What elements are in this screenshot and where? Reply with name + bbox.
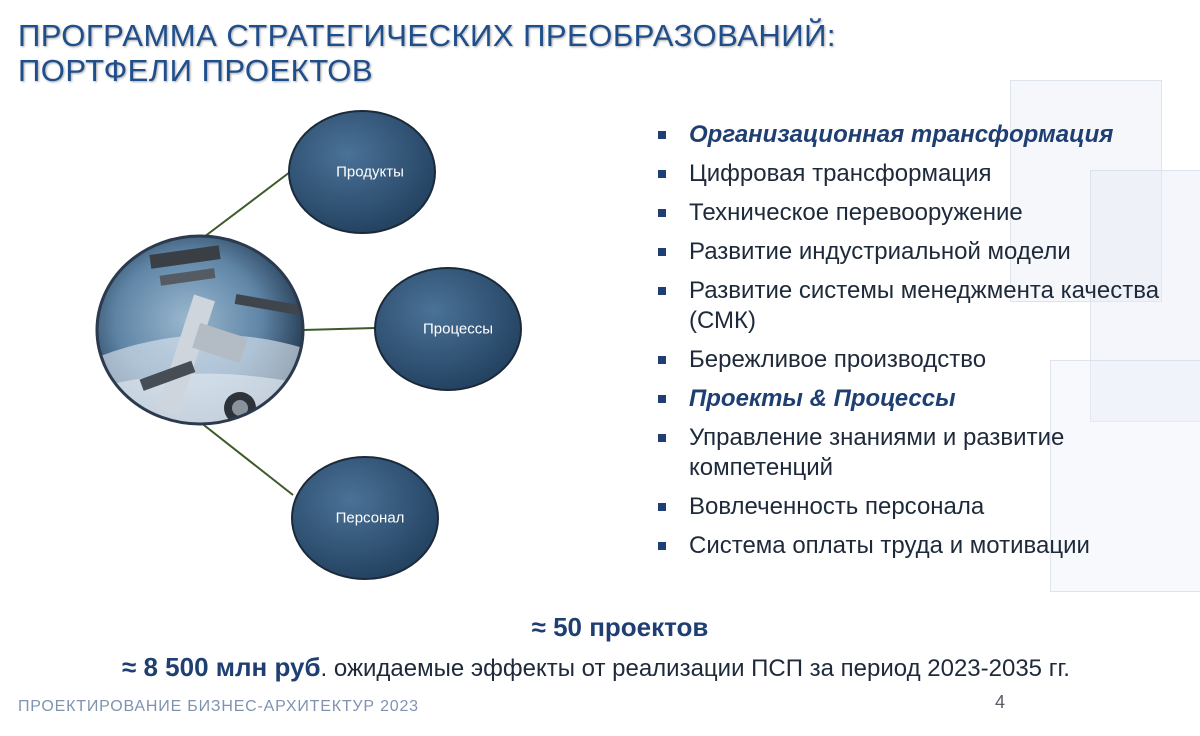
bullet-square-icon (658, 131, 666, 139)
list-item: Проекты & Процессы (655, 384, 1175, 414)
node-label-produkty: Продукты (336, 163, 404, 181)
bullet-square-icon (658, 356, 666, 364)
effects-description: . ожидаемые эффекты от реализации ПСП за период 2023-2035 гг. (320, 655, 1070, 682)
portfolio-list (655, 120, 1175, 570)
bullet-square-icon (658, 170, 666, 178)
space-station-image (90, 230, 310, 430)
connector-line (200, 422, 293, 495)
page-number: 4 (995, 692, 1006, 712)
list-item: Развитие индустриальной модели (655, 237, 1175, 267)
title-line-2: ПОРТФЕЛИ ПРОЕКТОВ (18, 53, 374, 88)
list-item: Система оплаты труда и мотивации (655, 531, 1175, 561)
node-label-personal: Персонал (335, 509, 405, 527)
projects-count: ≈ 50 проектов (531, 612, 709, 642)
diagram-graphics (0, 100, 600, 600)
effects-amount: ≈ 8 500 млн руб (122, 652, 321, 682)
list-item: Бережливое производство (655, 345, 1175, 375)
bullet-square-icon (658, 395, 666, 403)
slide-title (18, 18, 1018, 88)
bullet-square-icon (658, 287, 666, 295)
connector-line (200, 172, 290, 240)
list-item: Организационная трансформация (655, 120, 1175, 150)
list-item: Техническое перевооружение (655, 198, 1175, 228)
list-item: Вовлеченность персонала (655, 492, 1175, 522)
list-item: Управление знаниями и развитие компетенций (655, 423, 1175, 483)
node-label-protsessy: Процессы (422, 320, 494, 338)
title-line-1: ПРОГРАММА СТРАТЕГИЧЕСКИХ ПРЕОБРАЗОВАНИЙ: (18, 18, 836, 53)
bullet-square-icon (658, 434, 666, 442)
bullet-square-icon (658, 209, 666, 217)
expected-effects (122, 652, 1070, 683)
portfolio-diagram (0, 100, 600, 600)
connector-line (303, 328, 375, 330)
bullet-square-icon (658, 542, 666, 550)
bullet-square-icon (658, 248, 666, 256)
footer-text: ПРОЕКТИРОВАНИЕ БИЗНЕС-АРХИТЕКТУР 2023 (18, 698, 419, 715)
bullet-square-icon (658, 503, 666, 511)
list-item: Развитие системы менеджмента качества (СМК) (655, 276, 1175, 336)
list-item: Цифровая трансформация (655, 159, 1175, 189)
